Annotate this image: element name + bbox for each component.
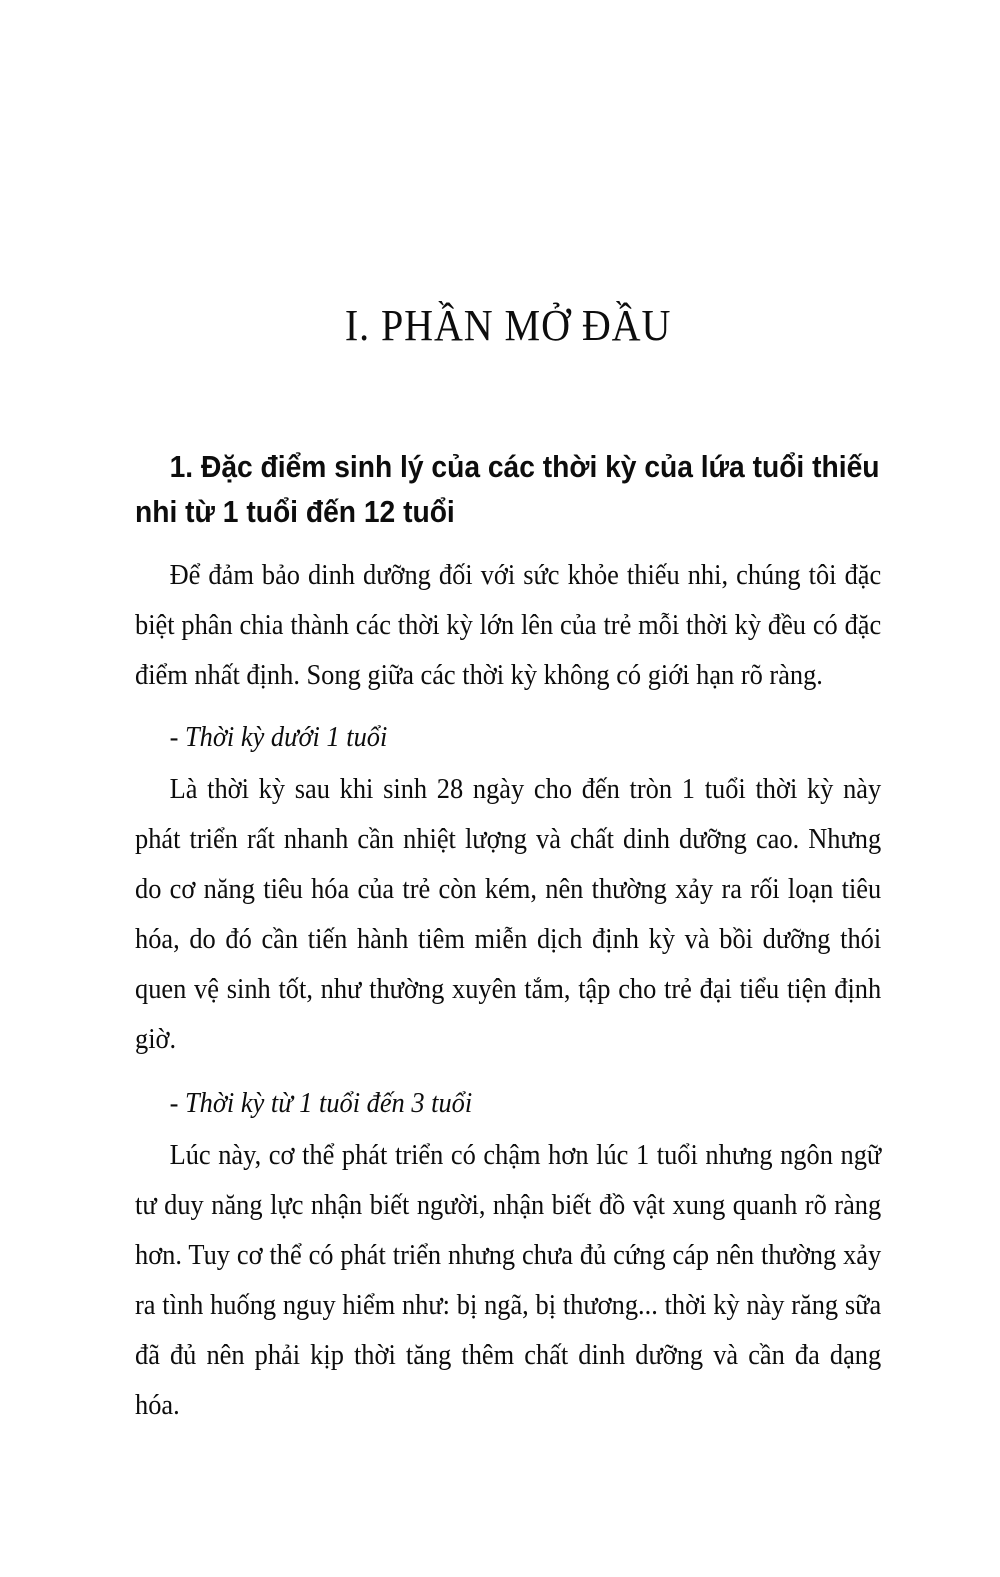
- period-2-paragraph: Lúc này, cơ thể phát triển có chậm hơn lúc 1 tuổi nhưng ngôn ngữ tư duy năng lực nhận biết người, nhận biết đồ vật xung quanh rõ ràng hơn. Tuy cơ thể có phát triển nhưng chưa đủ cứng cáp nên thường xảy ra tình huống nguy hiểm như: bị ngã, bị thương... thời kỳ này răng sữa đã đủ nên phải kịp thời tăng thêm chất dinh dưỡng và cần đa dạng hóa.: [135, 1139, 882, 1421]
- period-1-paragraph: Là thời kỳ sau khi sinh 28 ngày cho đến tròn 1 tuổi thời kỳ này phát triển rất nhanh cần nhiệt lượng và chất dinh dưỡng cao. Nhưng do cơ năng tiêu hóa của trẻ còn kém, nên thường xảy ra rối loạn tiêu hóa, do đó cần tiến hành tiêm miễn dịch định kỳ và bồi dưỡng thói quen vệ sinh tốt, như thường xuyên tắm, tập cho trẻ đại tiểu tiện định giờ.: [135, 773, 882, 1055]
- intro-paragraph: Để đảm bảo dinh dưỡng đối với sức khỏe thiếu nhi, chúng tôi đặc biệt phân chia thành các thời kỳ lớn lên của trẻ mỗi thời kỳ đều có đặc điểm nhất định. Song giữa các thời kỳ không có giới hạn rõ ràng.: [135, 559, 882, 691]
- section-heading: 1. Đặc điểm sinh lý của các thời kỳ của lứa tuổi thiếu nhi từ 1 tuổi đến 12 tuổi: [135, 449, 880, 529]
- page-content: [135, 0, 881, 1430]
- period-1-label: - Thời kỳ dưới 1 tuổi: [169, 721, 388, 753]
- page-title: I. PHẦN MỞ ĐẦU: [344, 301, 672, 350]
- period-2-label: - Thời kỳ từ 1 tuổi đến 3 tuổi: [169, 1087, 473, 1119]
